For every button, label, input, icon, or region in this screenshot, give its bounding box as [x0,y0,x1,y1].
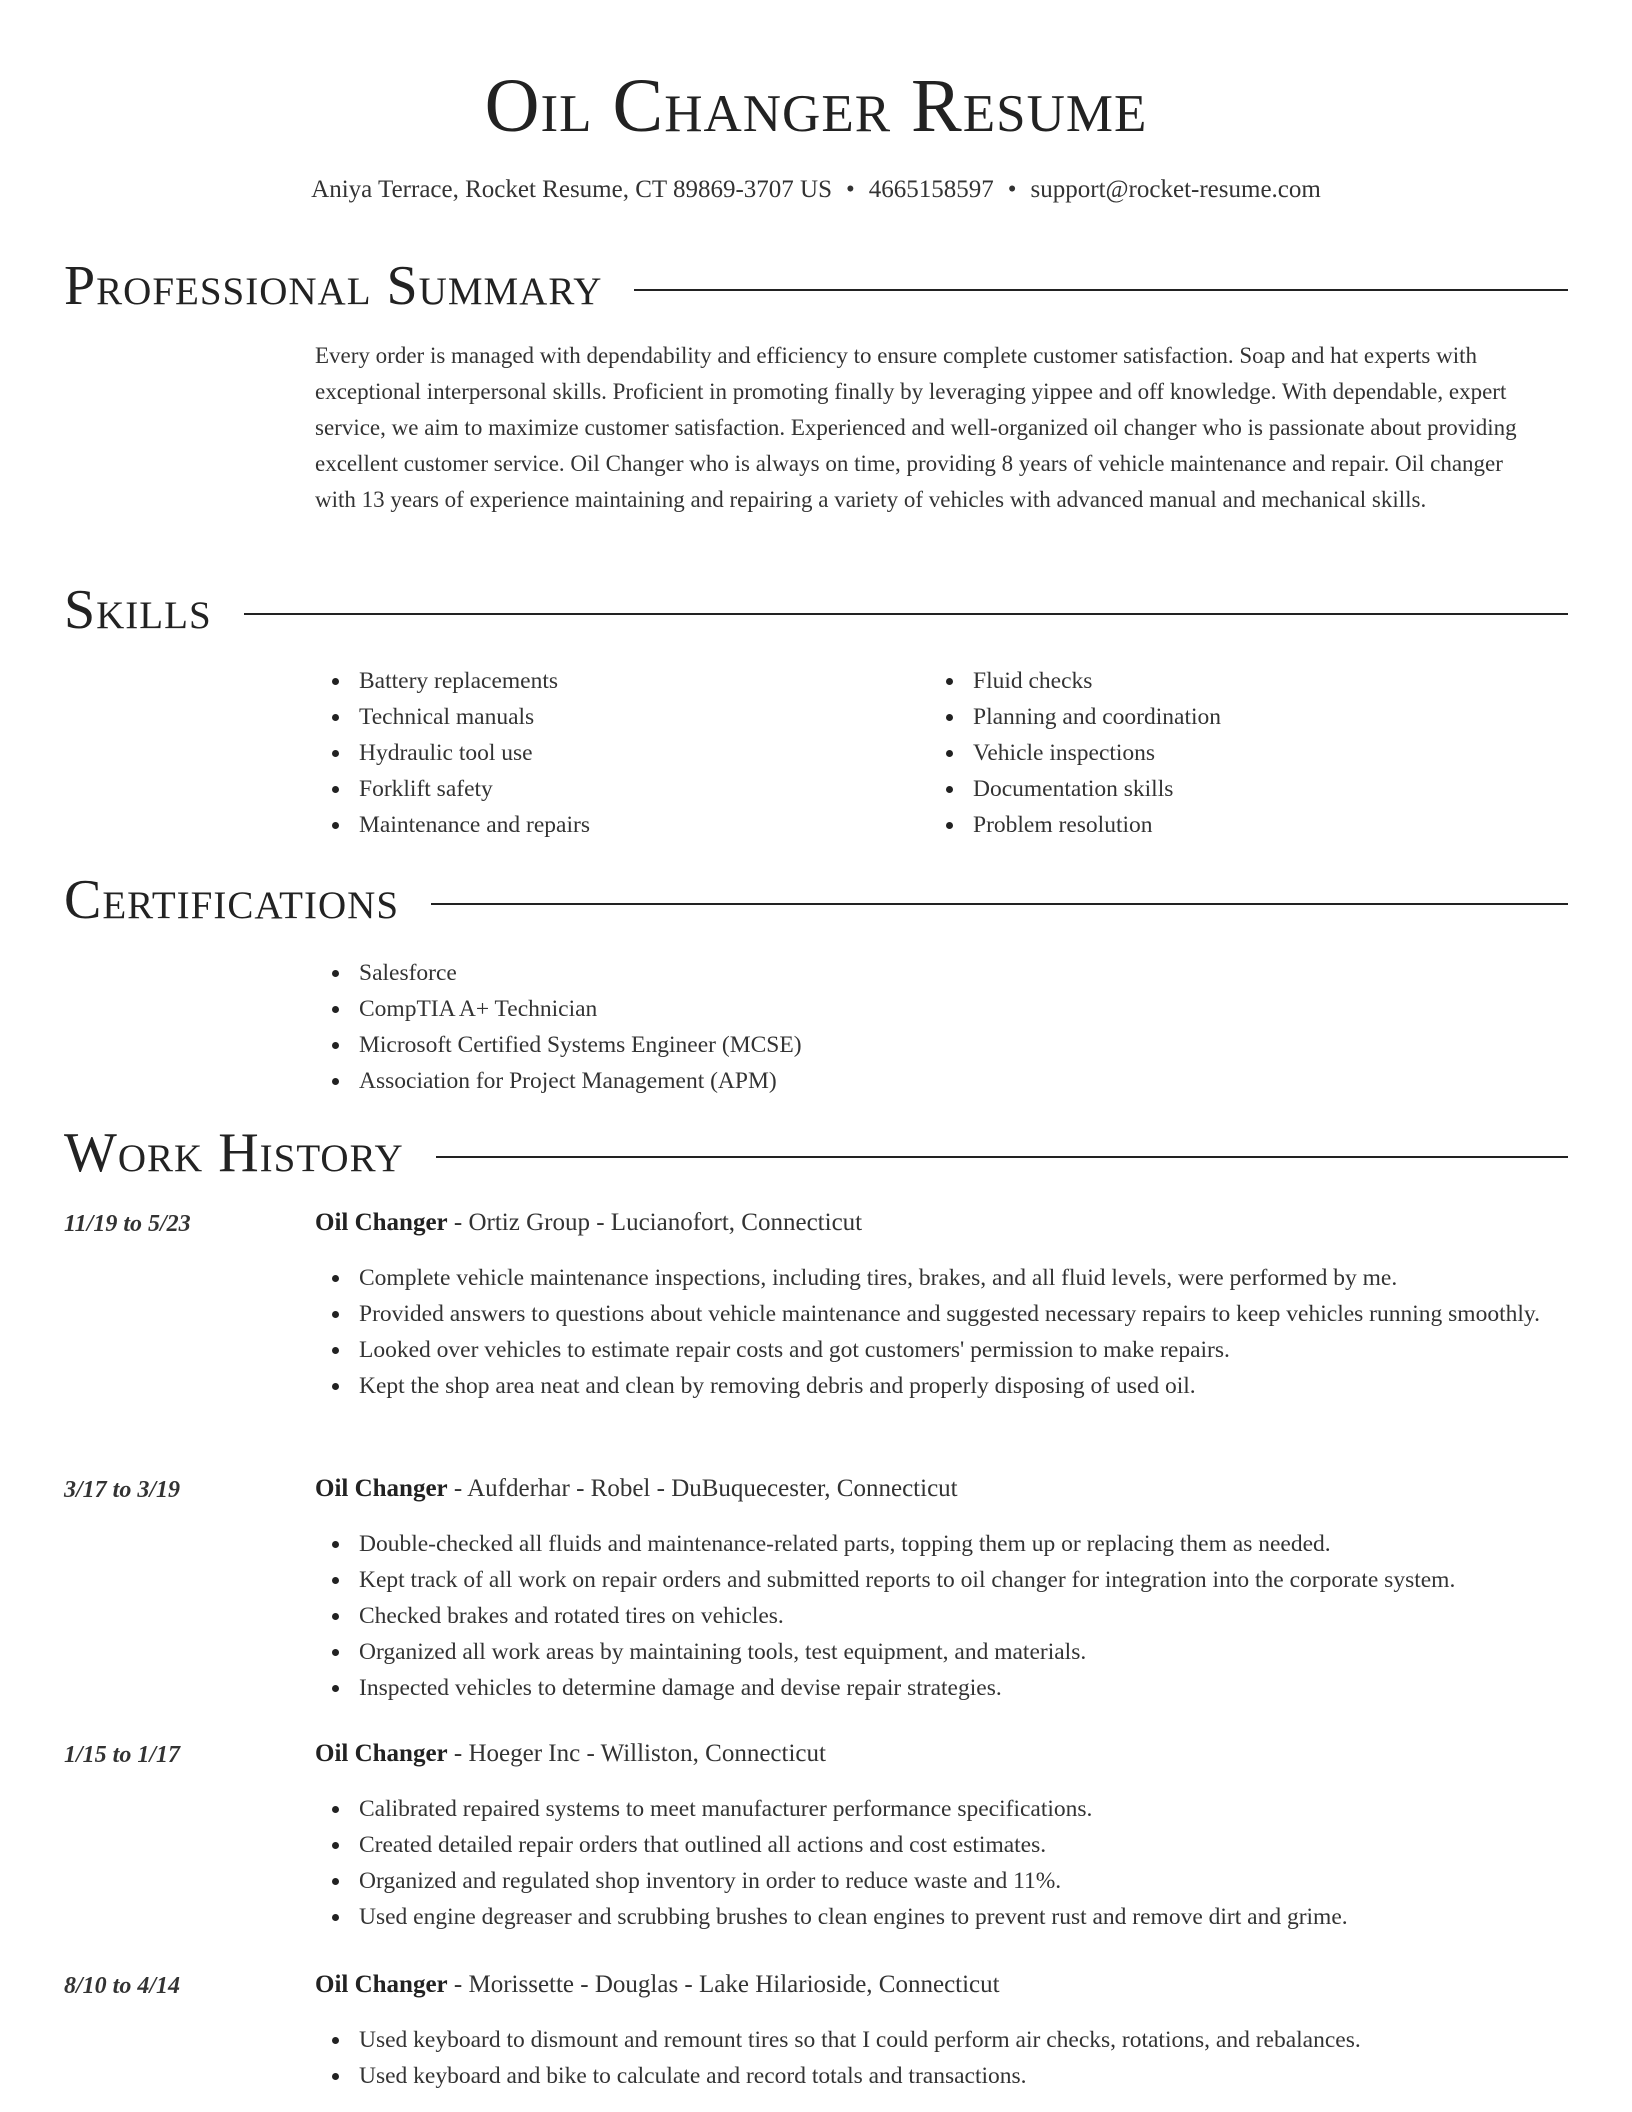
duty-item: Double-checked all fluids and maintenance-related parts, topping them up or replacing them as needed. [359,1526,1555,1562]
job-dates: 8/10 to 4/14 [64,1973,181,1999]
duty-item: Created detailed repair orders that outlined all actions and cost estimates. [359,1827,1555,1863]
certifications-section-header [64,868,1568,932]
certification-item: CompTIA A+ Technician [359,991,802,1027]
skill-item: Hydraulic tool use [359,735,590,771]
skill-item: Battery replacements [359,663,590,699]
job-title: Oil Changer [315,1209,448,1236]
skill-item: Fluid checks [973,663,1221,699]
duty-item: Checked brakes and rotated tires on vehicles. [359,1598,1555,1634]
contact-separator: • [1007,176,1017,203]
skill-item: Vehicle inspections [973,735,1221,771]
section-divider [244,613,1568,615]
skill-item: Planning and coordination [973,699,1221,735]
section-divider [431,903,1568,905]
duty-item: Complete vehicle maintenance inspections, including tires, brakes, and all fluid levels, were performed by me. [359,1260,1555,1296]
work-history-section-header [64,1121,1568,1185]
work-history-heading: Work History [64,1122,404,1184]
job-title: Oil Changer [315,1475,448,1502]
skills-column-right [929,663,1221,843]
duty-item: Kept track of all work on repair orders and submitted reports to oil changer for integration into the corporate system. [359,1562,1555,1598]
duty-item: Organized and regulated shop inventory in order to reduce waste and 11%. [359,1863,1555,1899]
skills-section-header [64,578,1568,642]
skill-item: Problem resolution [973,807,1221,843]
contact-separator: • [846,176,855,203]
certification-item: Microsoft Certified Systems Engineer (MCSE) [359,1027,802,1063]
contact-email: support@rocket-resume.com [1030,176,1321,203]
duty-item: Calibrated repaired systems to meet manufacturer performance specifications. [359,1791,1555,1827]
summary-section-header [64,254,1568,318]
skill-item: Technical manuals [359,699,590,735]
contact-line [0,172,1632,208]
job-duties [315,1526,1555,1706]
duty-item: Used keyboard to dismount and remount tires so that I could perform air checks, rotations, and rebalances. [359,2022,1555,2058]
duty-item: Kept the shop area neat and clean by removing debris and properly disposing of used oil. [359,1368,1555,1404]
skills-column-left [315,663,590,843]
job-employer-location: - Morissette - Douglas - Lake Hilarioside, Connecticut [447,1971,1000,1998]
duty-item: Used engine degreaser and scrubbing brushes to clean engines to prevent rust and remove dirt and grime. [359,1899,1555,1935]
job-duties [315,1260,1555,1404]
job-dates: 3/17 to 3/19 [64,1477,181,1503]
duty-item: Looked over vehicles to estimate repair costs and got customers' permission to make repairs. [359,1332,1555,1368]
summary-heading: Professional Summary [64,255,603,317]
contact-phone: 4665158597 [868,176,994,203]
duty-item: Used keyboard and bike to calculate and record totals and transactions. [359,2058,1555,2094]
job-heading [315,1205,862,1241]
certifications-list [315,955,802,1099]
job-heading [315,1967,1000,2003]
duty-item: Organized all work areas by maintaining tools, test equipment, and materials. [359,1634,1555,1670]
job-heading [315,1736,826,1772]
section-divider [436,1156,1568,1158]
certifications-heading: Certifications [64,869,400,931]
skills-heading: Skills [64,579,212,641]
job-duties [315,2022,1555,2094]
duty-item: Inspected vehicles to determine damage and devise repair strategies. [359,1670,1555,1706]
job-duties [315,1791,1555,1935]
job-employer-location: - Ortiz Group - Lucianofort, Connecticut [447,1209,863,1236]
resume-title: Oil Changer Resume [484,64,1148,148]
job-heading [315,1471,958,1507]
job-employer-location: - Aufderhar - Robel - DuBuquecester, Connecticut [447,1475,958,1502]
summary-text: Every order is managed with dependability and efficiency to ensure complete customer satisfaction. Soap and hat experts with exceptional interpersonal skills. Proficient in promoting finally by leveraging yippee and off knowledge. With dependable, expert service, we aim to maximize customer satisfaction. Experienced and well-organized oil changer who is passionate about providing excellent customer service. Oil Changer who is always on time, providing 8 years of vehicle maintenance and repair. Oil changer with 13 years of experience maintaining and repairing a variety of vehicles with advanced manual and mechanical skills. [315,343,1517,512]
skill-item: Forklift safety [359,771,590,807]
job-title: Oil Changer [315,1740,448,1767]
section-divider [634,289,1568,291]
skill-item: Documentation skills [973,771,1221,807]
job-dates: 1/15 to 1/17 [64,1742,181,1768]
job-title: Oil Changer [315,1971,448,1998]
certification-item: Association for Project Management (APM) [359,1063,802,1099]
job-dates: 11/19 to 5/23 [64,1211,191,1237]
skill-item: Maintenance and repairs [359,807,590,843]
job-employer-location: - Hoeger Inc - Williston, Connecticut [447,1740,826,1767]
duty-item: Provided answers to questions about vehicle maintenance and suggested necessary repairs to keep vehicles running smoothly. [359,1296,1555,1332]
certification-item: Salesforce [359,955,802,991]
contact-address: Aniya Terrace, Rocket Resume, CT 89869-3707 US [311,176,832,203]
